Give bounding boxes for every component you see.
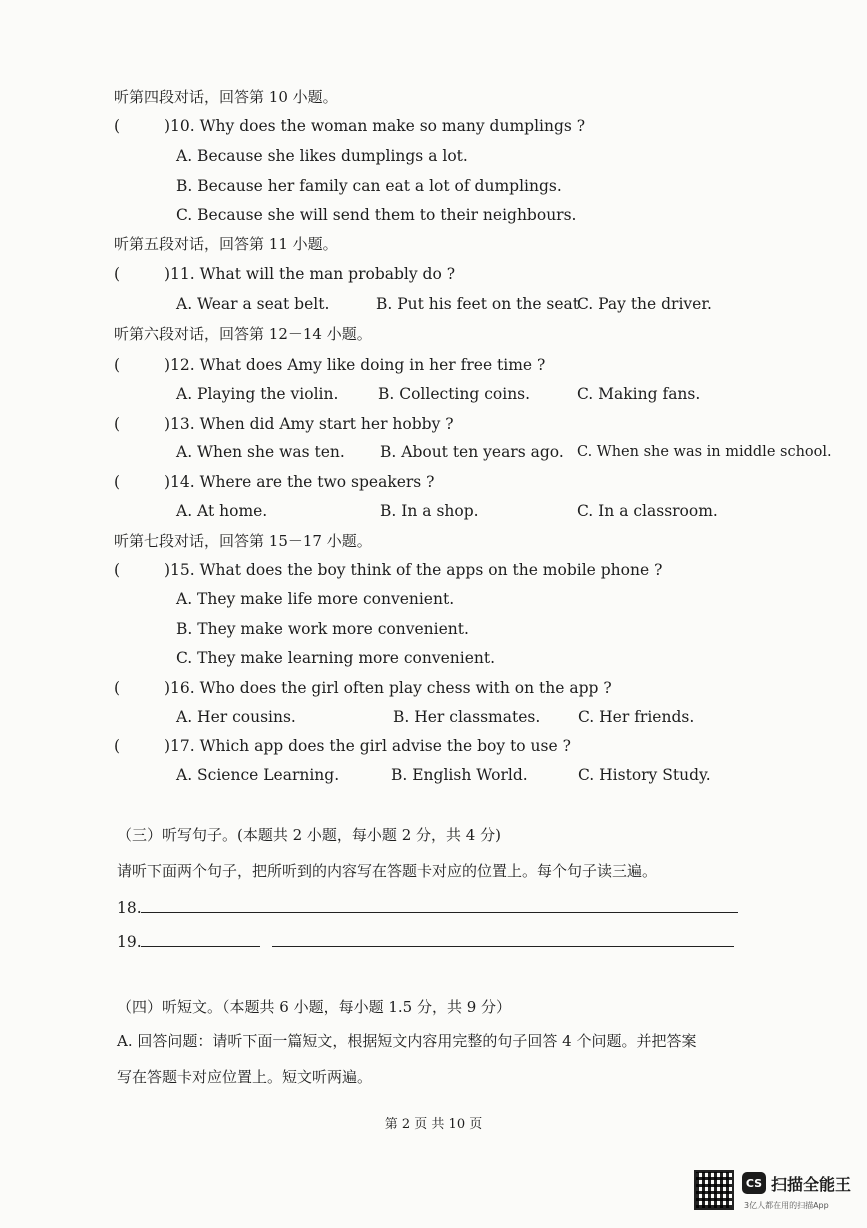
q11-option-a: A. Wear a seat belt. xyxy=(176,295,330,313)
scanner-tagline: 3亿人都在用的扫描App xyxy=(744,1201,829,1210)
item-18-answer-line xyxy=(141,912,738,913)
answer-bracket: ( xyxy=(114,737,121,755)
answer-bracket: ( xyxy=(114,117,121,135)
item-19-answer-line xyxy=(141,946,260,947)
q17-option-a: A. Science Learning. xyxy=(176,766,340,784)
question-text: )11. What will the man probably do ? xyxy=(164,265,456,283)
q12-option-c: C. Making fans. xyxy=(577,385,701,403)
answer-bracket: ( xyxy=(114,679,121,697)
part-4-heading: （四）听短文。（本题共 6 小题，每小题 1.5 分，共 9 分） xyxy=(117,998,512,1016)
question-text: )15. What does the boy think of the apps on the mobile phone ? xyxy=(164,561,663,579)
scanner-brand: 扫描全能王 xyxy=(771,1175,852,1194)
question-text: )10. Why does the woman make so many dumplings ? xyxy=(164,117,586,135)
q16-options xyxy=(0,707,867,727)
q13-option-a: A. When she was ten. xyxy=(176,443,345,461)
q12-option-a: A. Playing the violin. xyxy=(176,385,339,403)
answer-bracket: ( xyxy=(114,265,121,283)
q10-option-b: B. Because her family can eat a lot of dumplings. xyxy=(176,177,562,195)
question-text: )12. What does Amy like doing in her free time ? xyxy=(164,356,546,374)
q14-option-b: B. In a shop. xyxy=(380,502,479,520)
q11-options xyxy=(0,294,867,314)
q11-option-c: C. Pay the driver. xyxy=(577,295,712,313)
question-10 xyxy=(114,116,585,136)
answer-bracket: ( xyxy=(114,356,121,374)
item-18-number: 18. xyxy=(117,899,142,917)
item-19-number: 19. xyxy=(117,933,142,951)
item-19-answer-line xyxy=(272,946,734,947)
q14-option-c: C. In a classroom. xyxy=(577,502,718,520)
question-11 xyxy=(114,264,455,284)
section-7-heading: 听第七段对话，回答第 15－17 小题。 xyxy=(114,532,372,550)
question-13 xyxy=(114,414,454,434)
q14-option-a: A. At home. xyxy=(176,502,268,520)
section-6-heading: 听第六段对话，回答第 12－14 小题。 xyxy=(114,325,372,343)
q11-option-b: B. Put his feet on the seat xyxy=(376,295,580,313)
part-4-instruction: A. 回答问题：请听下面一篇短文，根据短文内容用完整的句子回答 4 个问题。并把答案 xyxy=(117,1032,697,1050)
q17-options xyxy=(0,765,867,785)
q16-option-b: B. Her classmates. xyxy=(393,708,541,726)
q10-option-a: A. Because she likes dumplings a lot. xyxy=(176,147,468,165)
q13-option-b: B. About ten years ago. xyxy=(380,443,564,461)
q12-options xyxy=(0,384,867,404)
part-3-heading: （三）听写句子。(本题共 2 小题，每小题 2 分，共 4 分) xyxy=(117,826,501,844)
question-14 xyxy=(114,472,435,492)
qr-code-icon xyxy=(694,1170,734,1210)
answer-bracket: ( xyxy=(114,415,121,433)
q17-option-b: B. English World. xyxy=(391,766,528,784)
question-text: )17. Which app does the girl advise the boy to use ? xyxy=(164,737,571,755)
q12-option-b: B. Collecting coins. xyxy=(378,385,531,403)
q13-options xyxy=(0,442,867,462)
q16-option-c: C. Her friends. xyxy=(578,708,695,726)
question-text: )14. Where are the two speakers ? xyxy=(164,473,435,491)
question-12 xyxy=(114,355,545,375)
question-text: )13. When did Amy start her hobby ? xyxy=(164,415,454,433)
part-3-instruction: 请听下面两个句子，把所听到的内容写在答题卡对应的位置上。每个句子读三遍。 xyxy=(117,862,658,880)
question-text: )16. Who does the girl often play chess with on the app ? xyxy=(164,679,612,697)
q15-option-c: C. They make learning more convenient. xyxy=(176,649,496,667)
part-4-instruction-cont: 写在答题卡对应位置上。短文听两遍。 xyxy=(117,1068,373,1086)
q13-option-c: C. When she was in middle school. xyxy=(577,444,832,460)
section-4-heading: 听第四段对话，回答第 10 小题。 xyxy=(114,88,338,106)
section-5-heading: 听第五段对话，回答第 11 小题。 xyxy=(114,235,338,253)
camscanner-logo-icon: CS xyxy=(742,1172,766,1194)
q17-option-c: C. History Study. xyxy=(578,766,711,784)
q15-option-a: A. They make life more convenient. xyxy=(176,590,455,608)
q15-option-b: B. They make work more convenient. xyxy=(176,620,469,638)
q10-option-c: C. Because she will send them to their neighbours. xyxy=(176,206,577,224)
page-footer: 第 2 页 共 10 页 xyxy=(384,1117,483,1132)
q16-option-a: A. Her cousins. xyxy=(176,708,296,726)
answer-bracket: ( xyxy=(114,473,121,491)
question-17 xyxy=(114,736,571,756)
question-16 xyxy=(114,678,612,698)
answer-bracket: ( xyxy=(114,561,121,579)
question-15 xyxy=(114,560,662,580)
q14-options xyxy=(0,501,867,521)
